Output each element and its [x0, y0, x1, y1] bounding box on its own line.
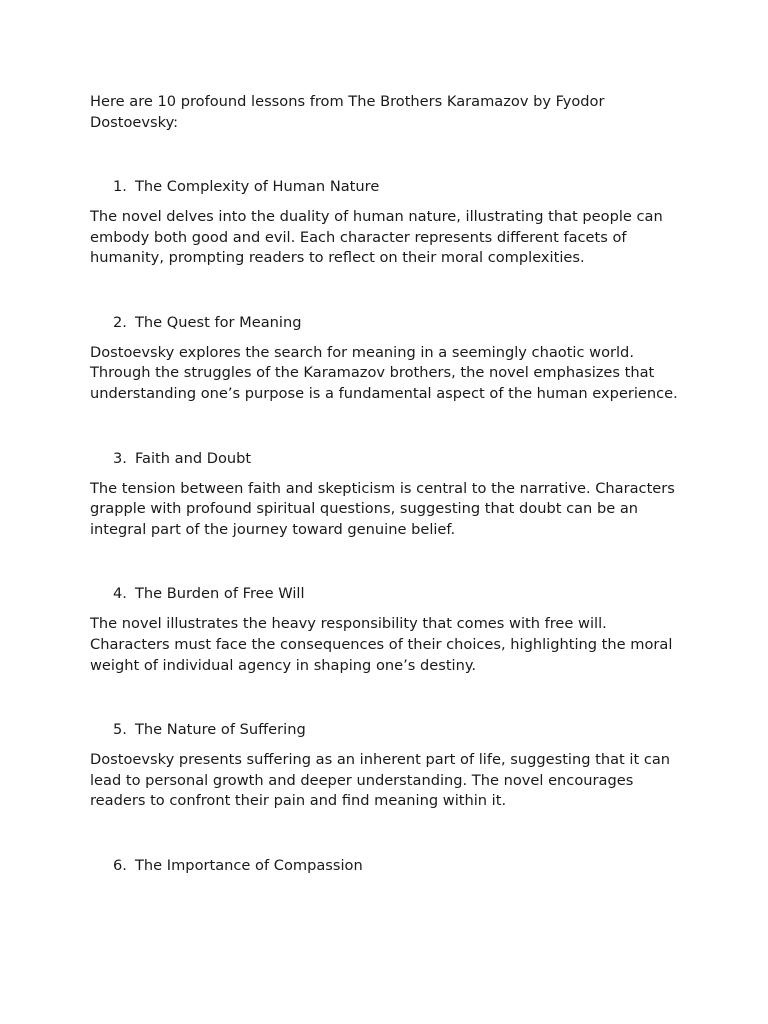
lesson-title: The Importance of Compassion: [135, 856, 363, 874]
lesson-body: The novel illustrates the heavy responsibility that comes with free will. Characters must face the consequences of their choices, highlighting the moral weight of individual agency in shaping one’s destiny.: [90, 615, 673, 674]
lesson-heading: [90, 312, 690, 333]
lesson-body: Dostoevsky presents suffering as an inherent part of life, suggesting that it can lead to personal growth and deeper understanding. The novel encourages readers to confront their pain and find meaning within it.: [90, 751, 671, 810]
lesson-heading: [90, 583, 690, 604]
lesson-heading: [90, 719, 690, 740]
lesson-body: Dostoevsky explores the search for meaning in a seemingly chaotic world. Through the struggles of the Karamazov brothers, the novel emphasizes that understanding one’s purpose is a fundamental aspect of the human experience.: [90, 343, 678, 402]
lesson-body: The novel delves into the duality of human nature, illustrating that people can embody both good and evil. Each character represents different facets of humanity, prompting readers to reflect on their moral complexities.: [90, 208, 663, 267]
lesson-item: [90, 855, 690, 876]
intro-paragraph: Here are 10 profound lessons from The Brothers Karamazov by Fyodor Dostoevsky:: [90, 93, 605, 131]
lesson-number: 2.: [113, 313, 127, 331]
lesson-item: [90, 719, 690, 812]
lesson-number: 5.: [113, 721, 127, 739]
lesson-item: [90, 176, 690, 269]
document-page: [90, 91, 690, 886]
lesson-number: 3.: [113, 449, 127, 467]
lesson-item: [90, 583, 690, 676]
lesson-title: The Nature of Suffering: [135, 721, 306, 739]
lesson-title: Faith and Doubt: [135, 449, 252, 467]
lesson-title: The Complexity of Human Nature: [135, 178, 380, 195]
lesson-title: The Burden of Free Will: [135, 585, 305, 603]
lesson-item: [90, 312, 690, 405]
lesson-number: 4.: [113, 585, 127, 603]
lesson-number: 6.: [113, 856, 127, 874]
lesson-number: 1.: [113, 178, 127, 195]
lesson-heading: [90, 855, 690, 876]
lesson-body: The tension between faith and skepticism is central to the narrative. Characters grapple with profound spiritual questions, suggesting that doubt can be an integral part of the journey toward genuine belief.: [90, 479, 675, 538]
lesson-heading: [90, 176, 690, 197]
lesson-title: The Quest for Meaning: [135, 313, 302, 331]
lesson-item: [90, 448, 690, 541]
lesson-heading: [90, 448, 690, 469]
